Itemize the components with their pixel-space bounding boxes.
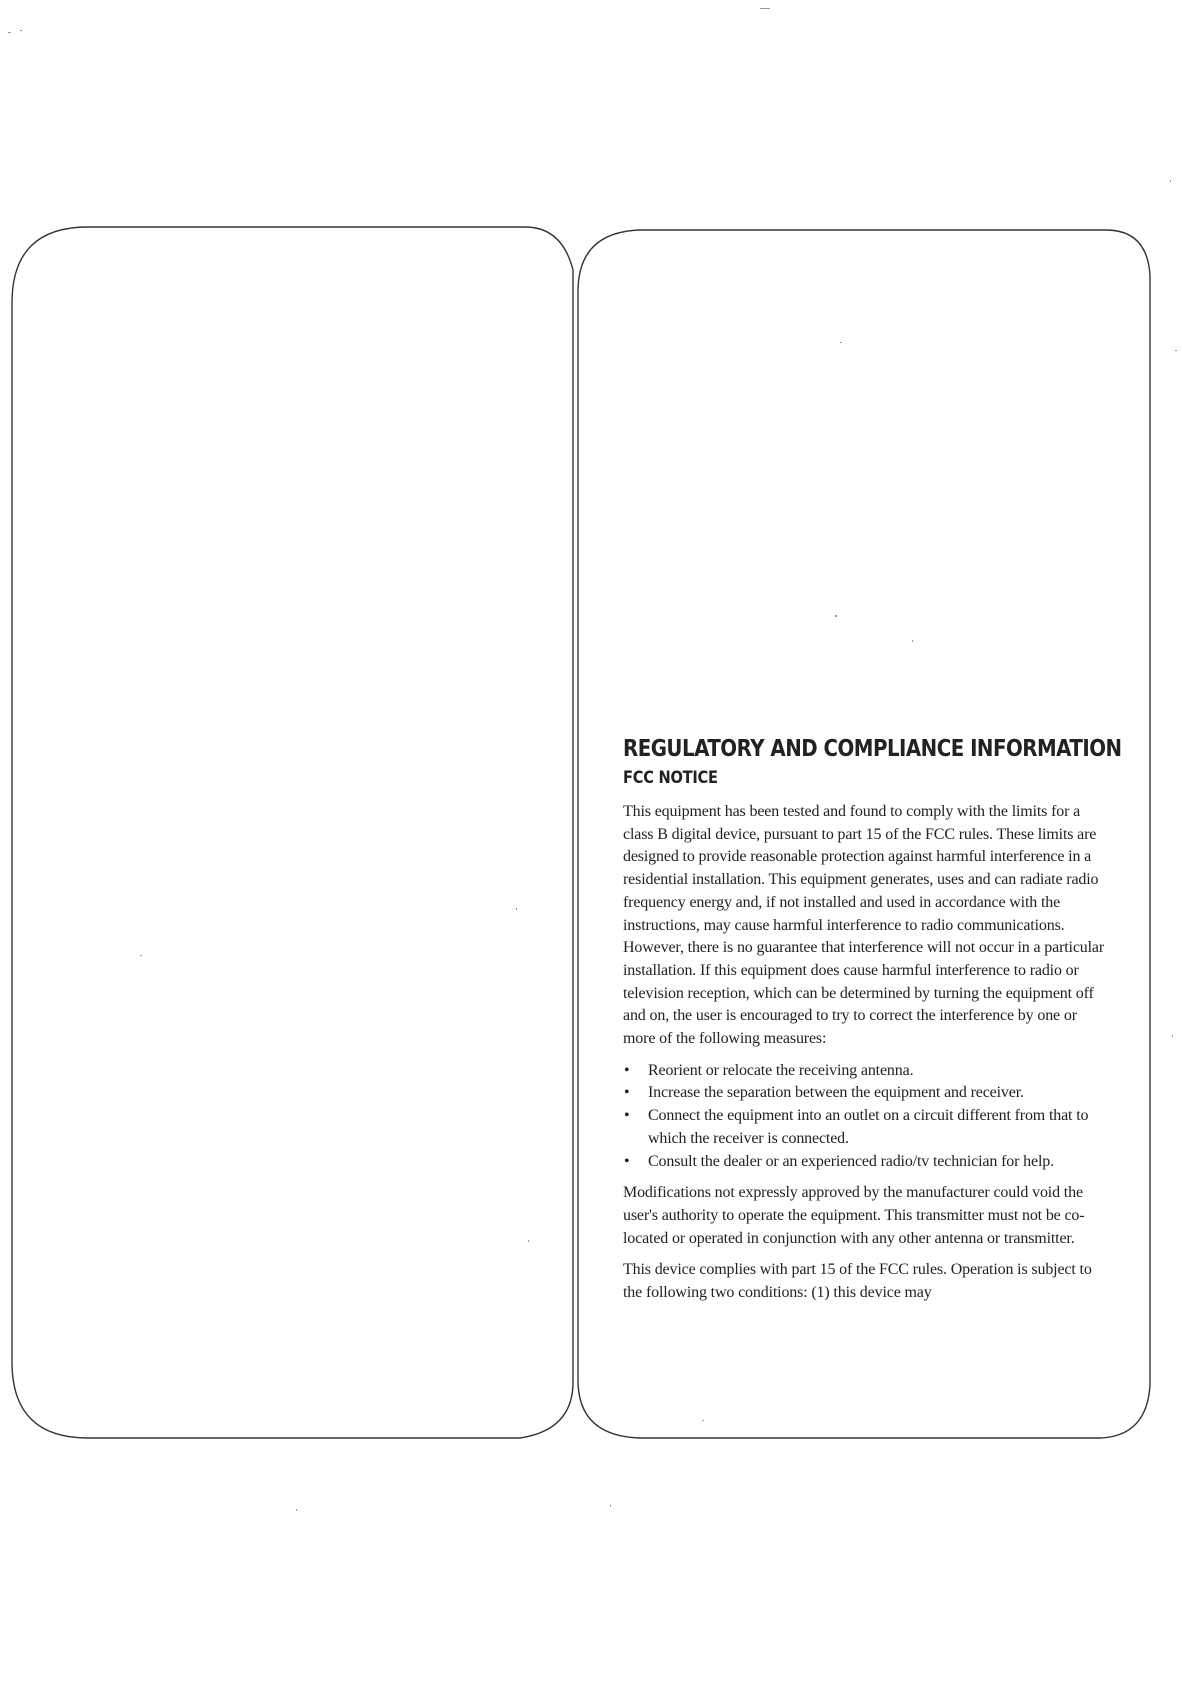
fcc-notice-heading: FCC NOTICE (623, 768, 718, 788)
fcc-intro-paragraph: This equipment has been tested and found to comply with the limits for a class B digital device, pursuant to part 15 of the FCC rules. These limits are designed to provide reasonable protection against harmful interference in a residential installation. This equipment generates, uses and can radiate radio frequency energy and, if not installed and used in accordance with the instructions, may cause harmful interference to radio communications. However, there is no guarantee that interference will not occur in a particular installation. If this equipment does cause harmful interference to radio or television reception, which can be determined by turning the equipment off and on, the user is encouraged to try to correct the interference by one or more of the following measures: (623, 803, 1105, 1048)
bullet-icon: • (624, 1061, 630, 1079)
bullet-icon: • (624, 1107, 630, 1125)
section-title: REGULATORY AND COMPLIANCE INFORMATION (623, 736, 1122, 762)
measure-text: Connect the equipment into an outlet on a circuit different from that to which the receiver is connected. (648, 1107, 1089, 1147)
list-item (623, 1060, 1113, 1083)
list-item (623, 1082, 1113, 1105)
measure-text: Reorient or relocate the receiving antenna. (648, 1061, 914, 1079)
regulatory-section (623, 735, 1122, 1314)
measure-text: Consult the dealer or an experienced radio/tv technician for help. (648, 1152, 1054, 1170)
measure-text: Increase the separation between the equipment and receiver. (648, 1084, 1024, 1102)
measures-list (623, 1060, 1113, 1174)
left-panel-outline (12, 227, 573, 1438)
list-item (623, 1151, 1113, 1174)
compliance-paragraph: This device complies with part 15 of the FCC rules. Operation is subject to the following two conditions: (1) this device may (623, 1261, 1092, 1302)
bullet-icon: • (624, 1084, 630, 1102)
bullet-icon: • (624, 1152, 630, 1170)
list-item (623, 1105, 1113, 1150)
modifications-paragraph: Modifications not expressly approved by the manufacturer could void the user's authority to operate the equipment. This transmitter must not be co-located or operated in conjunction with any other antenna or transmitter. (623, 1184, 1085, 1247)
